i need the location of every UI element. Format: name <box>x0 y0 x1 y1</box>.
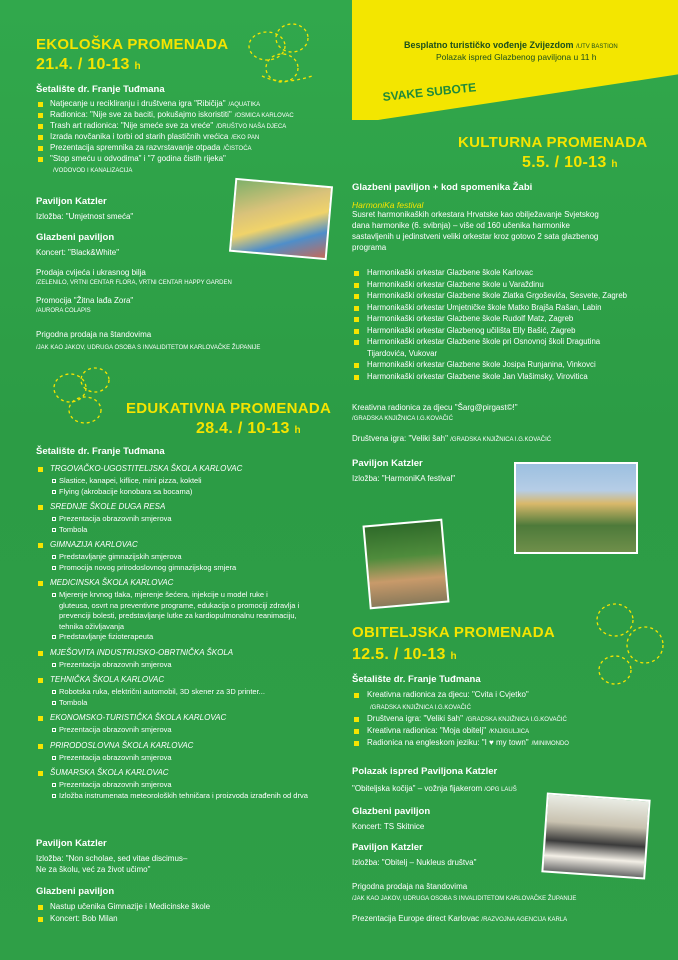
kult-date: 5.5. / 10-13 h <box>522 154 618 171</box>
obi-item-text: Radionica na engleskom jeziku: "I ♥ my town" <box>367 738 529 747</box>
edu-location: Šetalište dr. Franje Tuđmana <box>36 446 165 457</box>
obi-item-text: Kreativna radionica: "Moja obitelj" <box>367 726 487 735</box>
square-bullet-icon <box>52 517 56 521</box>
eko-item-text: Radionica: "Nije sve za baciti, pokušajmo iskoristiti" <box>50 110 232 119</box>
obi-item-text: Kreativna radionica za djecu: "Cvita i Cvjetko" <box>367 690 529 699</box>
bullet-icon <box>38 102 43 107</box>
bullet-icon <box>354 329 359 334</box>
bullet-icon <box>38 716 43 721</box>
bullet-icon <box>38 505 43 510</box>
obi-item <box>367 714 567 723</box>
obi-item <box>367 690 532 699</box>
obi-item <box>367 726 529 735</box>
edu-pav-katzler: Paviljon Katzler <box>36 838 107 849</box>
square-bullet-icon <box>52 490 56 494</box>
obi-item-org: /GRADSKA KNJIŽNICA I.G.KOVAČIĆ <box>465 717 567 723</box>
eko-item <box>50 143 252 152</box>
eko-item <box>50 165 132 174</box>
eko-koncert: Koncert: "Black&White" <box>36 248 120 257</box>
edu-school-name: MEDICINSKA ŠKOLA KARLOVAC <box>50 578 174 587</box>
obi-izlozba: Izložba: "Obitelj – Nukleus društva" <box>352 858 477 867</box>
eko-item-text: Natjecanje u recikliranju i društvena igra "Ribičija" <box>50 99 226 108</box>
edu-school-item: Mjerenje krvnog tlaka, mjerenje šećera, injekcije u model ruke i <box>59 590 268 599</box>
eko-item-text: Trash art radionica: "Nije smeće sve za vreće" <box>50 121 214 130</box>
edu-school-name: SREDNJE ŠKOLE DUGA RESA <box>50 502 166 511</box>
tour-title: Besplatno turističko vođenje Zvijezdom /UTV BASTION <box>404 40 618 50</box>
obi-glazbeni: Glazbeni paviljon <box>352 806 431 817</box>
eko-izlozba: Izložba: "Umjetnost smeća" <box>36 212 134 221</box>
obi-koncert: Koncert: TS Skitnice <box>352 822 425 831</box>
kult-orkestar: Harmonikaški orkestar Umjetničke škole Matko Brajša Rašan, Labin <box>367 302 602 312</box>
square-bullet-icon <box>52 663 56 667</box>
photo-children-workshop <box>229 178 333 260</box>
clover-decoration-icon <box>40 358 150 438</box>
kult-orkestar: Harmonikaški orkestar Glazbene škole Rudolf Matz, Zagreb <box>367 314 574 323</box>
bullet-icon <box>354 271 359 276</box>
square-bullet-icon <box>52 701 56 705</box>
bullet-icon <box>38 124 43 129</box>
eko-promocija-org: /AURORA COLAPIS <box>36 308 91 314</box>
edu-school-item: Slastice, kanapei, kiflice, mini pizza, kokteli <box>59 476 202 485</box>
clover-decoration-icon <box>222 16 342 96</box>
obi-prigodna-org: /JAK KAO JAKOV, UDRUGA OSOBA S INVALIDITETOM KARLOVAČKE ŽUPANIJE <box>352 896 577 902</box>
edu-glazbeni-2: Koncert: Bob Milan <box>50 914 118 923</box>
square-bullet-icon <box>52 635 56 639</box>
eko-prodaja-org: /ZELENILO, VRTNI CENTAR FLORA, VRTNI CENTAR HAPPY GARDEN <box>36 280 232 286</box>
bullet-icon <box>38 135 43 140</box>
bullet-icon <box>38 146 43 151</box>
eko-item-org: /AQUATIKA <box>228 102 261 108</box>
photo-horse-carriage <box>541 792 650 879</box>
edu-school-name: EKONOMSKO-TURISTIČKA ŠKOLA KARLOVAC <box>50 713 227 722</box>
eko-prodaja: Prodaja cvijeća i ukrasnog bilja <box>36 268 146 277</box>
edu-izlozba-1: Izložba: "Non scholae, sed vitae discimus– <box>36 854 188 863</box>
eko-item-text: "Stop smeću u odvodima" i "7 godina čistih rijeka" <box>50 154 226 163</box>
kult-orkestar: Harmonikaški orkestar Glazbene škole Zlatka Grgoševića, Sesvete, Zagreb <box>367 291 628 300</box>
bullet-icon <box>354 306 359 311</box>
obi-date: 12.5. / 10-13 h <box>352 646 457 663</box>
kult-drustvena: Društvena igra: "Veliki šah" /GRADSKA KNJIŽNICA I.G.KOVAČIĆ <box>352 434 552 443</box>
bullet-icon <box>354 340 359 345</box>
obi-kocija: "Obiteljska kočija" – vožnja fijakerom /OPG LAUŠ <box>352 784 517 793</box>
obi-item-org: /GRADSKA KNJIŽNICA I.G.KOVAČIĆ <box>370 705 471 711</box>
kult-orkestar: Harmonikaški orkestar Glazbene škole Karlovac <box>367 268 533 277</box>
eko-promocija: Promocija "Žitna lađa Zora" <box>36 296 134 305</box>
edu-school-name: PRIRODOSLOVNA ŠKOLA KARLOVAC <box>50 740 194 750</box>
edu-school-item: Flying (akrobacije konobara sa bocama) <box>59 486 193 496</box>
eko-title: EKOLOŠKA PROMENADA <box>36 36 229 53</box>
eko-prigodna: Prigodna prodaja na štandovima <box>36 330 152 339</box>
obi-item <box>367 702 471 711</box>
edu-school-item: Prezentacija obrazovnih smjerova <box>59 752 172 762</box>
square-bullet-icon <box>52 479 56 483</box>
obi-prigodna: Prigodna prodaja na štandovima <box>352 882 468 891</box>
eko-item-text: Izrada novčanika i torbi od starih plastičnih vrećica <box>50 132 229 141</box>
edu-school-item: Prezentacija obrazovnih smjerova <box>59 780 172 789</box>
eko-prigodna-org: /JAK KAO JAKOV, UDRUGA OSOBA S INVALIDITETOM KARLOVAČKE ŽUPANIJE <box>36 345 261 351</box>
kult-orkestar: Harmonikaški orkestar Glazbene škole pri Osnovnoj školi Dragutina <box>367 337 601 346</box>
kult-desc-line: sastavljenih u jedinstveni veliki orkestar kroz gotovo 2 sata glazbenog <box>352 232 599 241</box>
square-bullet-icon <box>52 566 56 570</box>
bullet-icon <box>38 467 43 472</box>
kult-orkestar: Harmonikaški orkestar Glazbene škole Jan Vlašimsky, Virovitica <box>367 371 588 381</box>
edu-school-name: ŠUMARSKA ŠKOLA KARLOVAC <box>50 768 169 777</box>
obi-pav-katzler: Paviljon Katzler <box>352 842 423 853</box>
bullet-icon <box>38 678 43 683</box>
kult-orkestar: Harmonikaški orkestar Glazbene škole Josipa Runjanina, Vinkovci <box>367 360 596 369</box>
bullet-icon <box>354 741 359 746</box>
tour-place: Polazak ispred Glazbenog paviljona u 11 h <box>436 52 597 62</box>
bullet-icon <box>354 363 359 368</box>
square-bullet-icon <box>52 783 56 787</box>
obi-location: Šetalište dr. Franje Tuđmana <box>352 674 481 685</box>
eko-item-org: /OSMICA KARLOVAC <box>234 113 294 119</box>
edu-school-item: tehnika oživljavanja <box>59 621 125 631</box>
eko-item <box>50 132 259 141</box>
bullet-icon <box>354 729 359 734</box>
kult-title: KULTURNA PROMENADA <box>458 134 648 151</box>
square-bullet-icon <box>52 690 56 694</box>
bullet-icon <box>38 113 43 118</box>
eko-pav-katzler: Paviljon Katzler <box>36 196 107 207</box>
eko-item <box>50 99 260 108</box>
obi-title: OBITELJSKA PROMENADA <box>352 624 555 641</box>
kult-orkestar: Harmonikaški orkestar Glazbenog učilišta Elly Bašić, Zagreb <box>367 325 576 335</box>
obi-item-org: /MINIMONDO <box>531 741 569 747</box>
square-bullet-icon <box>52 593 56 597</box>
eko-item <box>50 154 229 163</box>
kult-festival: HarmoniKa festival <box>352 200 424 210</box>
bullet-icon <box>38 651 43 656</box>
square-bullet-icon <box>52 794 56 798</box>
kult-orkestar: Tijardovića, Vukovar <box>367 348 438 358</box>
bullet-icon <box>354 693 359 698</box>
bullet-icon <box>38 157 43 162</box>
edu-glazbeni: Glazbeni paviljon <box>36 886 115 897</box>
photo-handball-game <box>514 462 638 554</box>
kult-kreativna: Kreativna radionica za djecu "Šarg@pirgast©!" <box>352 403 518 412</box>
eko-item <box>50 110 294 119</box>
edu-school-item: Izložba instrumenata meteoroloških tehničara i proizvoda izrađenih od drva <box>59 790 308 800</box>
edu-school-item: Tombola <box>59 697 88 707</box>
square-bullet-icon <box>52 756 56 760</box>
kult-pav-katzler: Paviljon Katzler <box>352 458 423 469</box>
kult-kreativna-org: /GRADSKA KNJIŽNICA I.G.KOVAČIĆ <box>352 416 453 422</box>
bullet-icon <box>354 317 359 322</box>
edu-izlozba-2: Ne za školu, već za život učimo" <box>36 865 151 874</box>
edu-school-name: TRGOVAČKO-UGOSTITELJSKA ŠKOLA KARLOVAC <box>50 464 243 473</box>
kult-izlozba: Izložba: "HarmoniKA festival" <box>352 474 456 483</box>
bullet-icon <box>38 905 43 910</box>
edu-school-name: GIMNAZIJA KARLOVAC <box>50 540 138 549</box>
edu-school-item: Prezentacija obrazovnih smjerova <box>59 659 172 669</box>
square-bullet-icon <box>52 528 56 532</box>
eko-glazbeni: Glazbeni paviljon <box>36 232 115 243</box>
eko-location: Šetalište dr. Franje Tuđmana <box>36 84 165 95</box>
edu-title: EDUKATIVNA PROMENADA <box>126 400 332 417</box>
eko-item-org: /VODOVOD I KANALIZACIJA <box>53 168 133 174</box>
kult-orkestar: Harmonikaški orkestar Glazbene škole u Varaždinu <box>367 279 544 289</box>
bullet-icon <box>38 744 43 749</box>
eko-item-org: /ČISTOĆA <box>223 146 252 152</box>
eko-item-org: /EKO PAN <box>231 135 260 141</box>
obi-polazak: Polazak ispred Paviljona Katzler <box>352 766 498 777</box>
bullet-icon <box>354 375 359 380</box>
square-bullet-icon <box>52 555 56 559</box>
edu-school-item: Predstavljanje fizioterapeuta <box>59 632 154 641</box>
obi-prezentacija: Prezentacija Europe direct Karlovac /RAZVOJNA AGENCIJA KARLA <box>352 914 568 923</box>
edu-school-name: TEHNIČKA ŠKOLA KARLOVAC <box>50 675 165 684</box>
edu-date: 28.4. / 10-13 h <box>196 420 301 437</box>
kult-desc-line: programa <box>352 243 387 252</box>
obi-item-org: /KNJIGULJICA <box>489 729 530 735</box>
banner-svake-subote: SVAKE SUBOTE <box>382 80 477 104</box>
edu-school-item: prevenciji bolesti, predstavljanje lutke za kardiopulmonalnu reanimaciju, <box>59 611 297 620</box>
edu-school-item: Promocija novog prirodoslovnog gimnazijskog smjera <box>59 562 237 572</box>
bullet-icon <box>38 917 43 922</box>
kult-desc-line: dana harmonike (6. svibnja) – više od 160 učenika harmonike <box>352 221 570 230</box>
edu-school-name: MJEŠOVITA INDUSTRIJSKO-OBRTNIČKA ŠKOLA <box>50 647 234 657</box>
kult-desc-line: Susret harmonikaških orkestara Hrvatske kao obilježavanje Svjetskog <box>352 210 599 219</box>
kult-location: Glazbeni paviljon + kod spomenika Žabi <box>352 182 533 193</box>
eko-date: 21.4. / 10-13 h <box>36 56 141 73</box>
photo-crowd-park <box>362 519 449 610</box>
square-bullet-icon <box>52 728 56 732</box>
obi-item-text: Društvena igra: "Veliki šah" <box>367 714 463 723</box>
obi-item <box>367 738 569 747</box>
edu-school-item: Tombola <box>59 524 88 534</box>
bullet-icon <box>38 771 43 776</box>
bullet-icon <box>354 717 359 722</box>
eko-item <box>50 121 286 130</box>
edu-school-item: gluteusa, osvrt na preventivne programe, edukacija o promociji zdravlja i <box>59 600 300 610</box>
edu-school-item: Robotska ruka, električni automobil, 3D skener za 3D printer... <box>59 687 265 696</box>
eko-item-org: /DRUŠTVO NAŠA DJECA <box>216 124 287 130</box>
clover-decoration-icon <box>585 590 675 700</box>
bullet-icon <box>354 294 359 299</box>
bullet-icon <box>38 581 43 586</box>
edu-school-item: Predstavljanje gimnazijskih smjerova <box>59 552 182 561</box>
bullet-icon <box>38 543 43 548</box>
edu-school-item: Prezentacija obrazovnih smjerova <box>59 514 172 523</box>
edu-glazbeni-1: Nastup učenika Gimnazije i Medicinske škole <box>50 902 211 911</box>
eko-item-text: Prezentacija spremnika za razvrstavanje otpada <box>50 143 221 152</box>
bullet-icon <box>354 283 359 288</box>
edu-school-item: Prezentacija obrazovnih smjerova <box>59 725 172 734</box>
